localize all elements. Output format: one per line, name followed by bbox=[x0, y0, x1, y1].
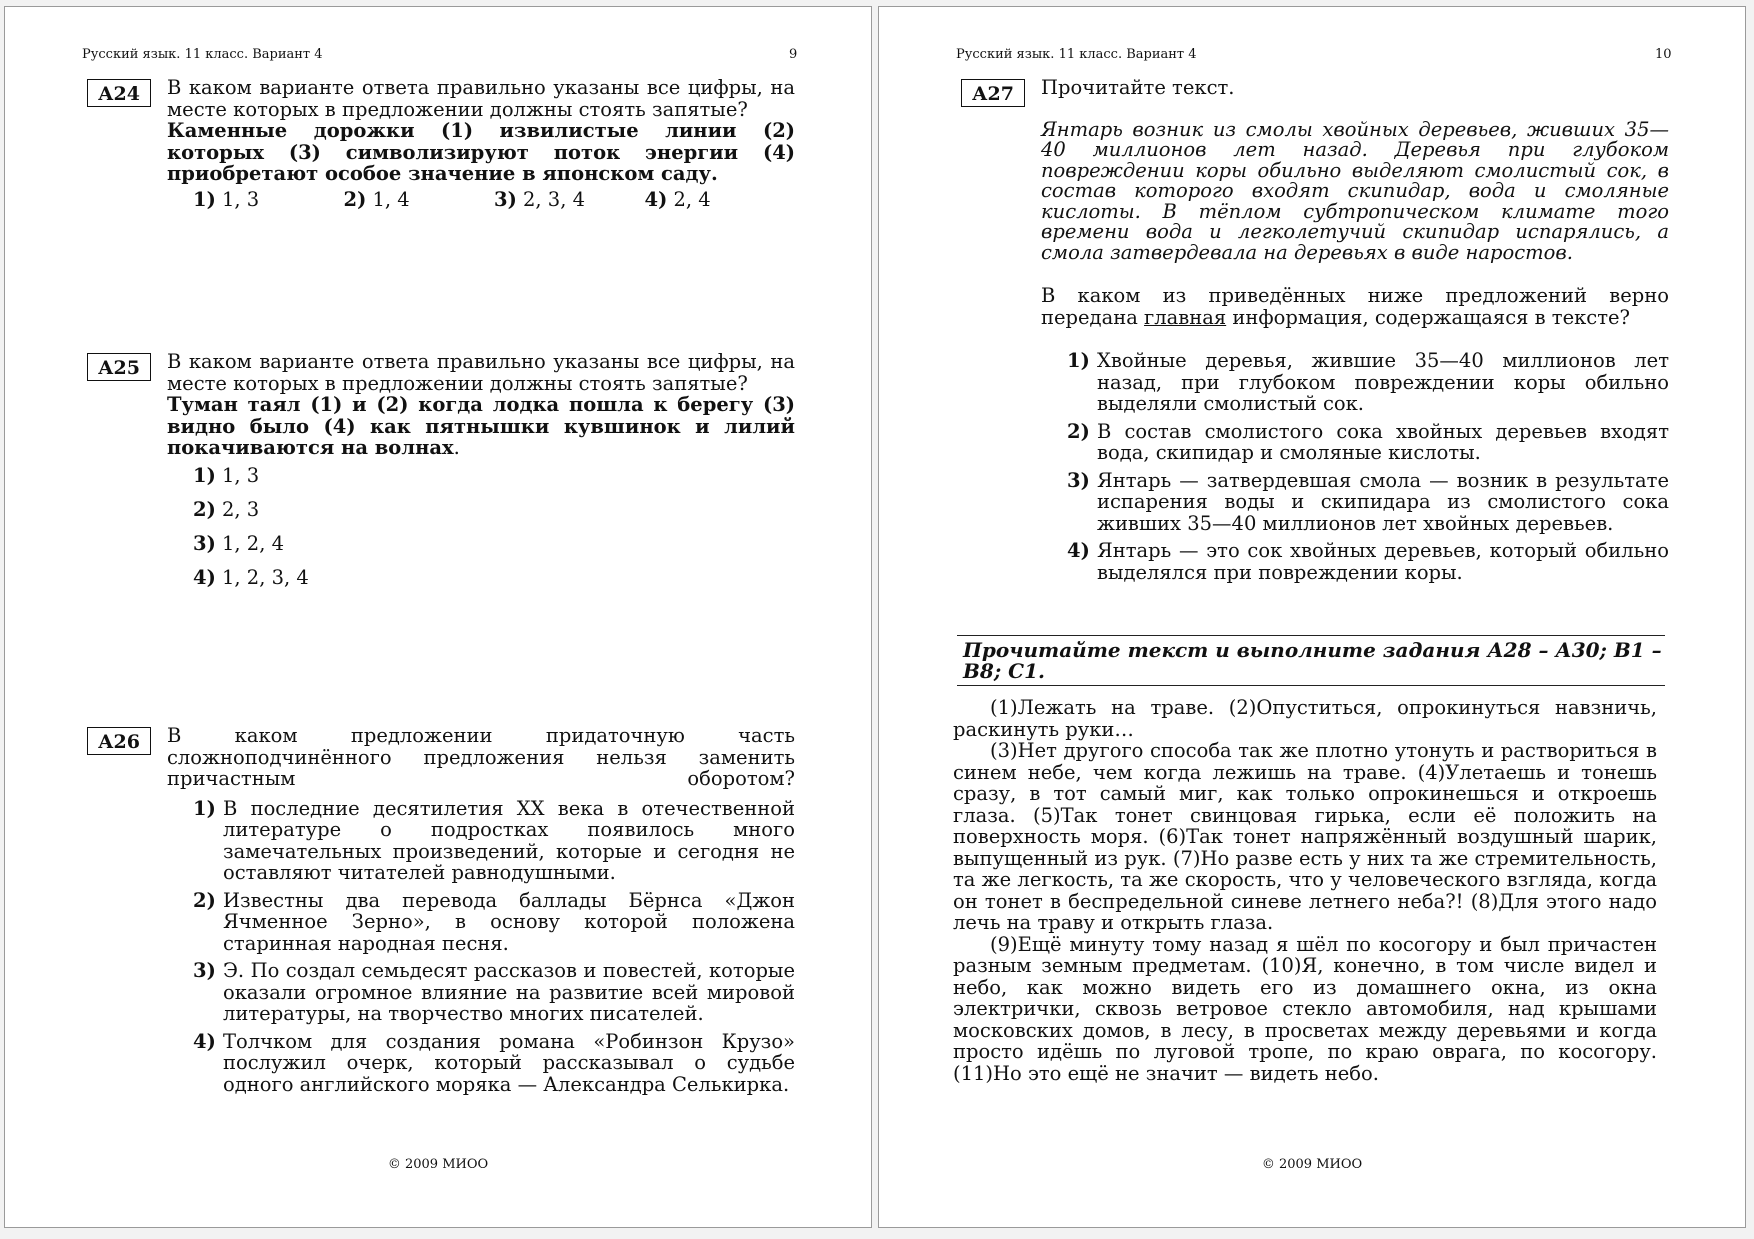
task-label: А25 bbox=[87, 353, 151, 381]
page-header: Русский язык. 11 класс. Вариант 4 bbox=[956, 47, 1197, 62]
answer-option[interactable]: 1) В последние десятилетия XX века в отечественной литературе о подростках появилось много замечательных произведений, которые и сегодня не оставляют читателей равнодушными. bbox=[193, 796, 795, 884]
options-list bbox=[167, 798, 795, 1096]
task-label: А24 bbox=[87, 79, 151, 107]
underlined-word: главная bbox=[1144, 305, 1227, 329]
section-title: Прочитайте текст и выполните задания А28 – А30; В1 – В8; С1. bbox=[963, 638, 1662, 683]
question-text: В каком из приведённых ниже предложений верно передана главная информация, содержащаяся в тексте? bbox=[1041, 284, 1669, 329]
question-text: В каком варианте ответа правильно указаны все цифры, на месте которых в предложении должны стоять запятые? bbox=[167, 350, 795, 395]
task-sentence: Туман таял (1) и (2) когда лодка пошла к берегу (3) видно было (4) как пятнышки кувшинок и лилий покачиваются на волнах. bbox=[167, 393, 795, 459]
text-paragraph: (9)Ещё минуту тому назад я шёл по косогору и был причастен разным земным предметам. (10)Я, конечно, в том числе видел и небо, как можно видеть его из домашнего окна, из окна электрички, сквозь ветровое стекло автомобиля, над крышами московских домов, в лесу, в просветах между деревьями и когда просто идёшь по луговой тропе, по краю оврага, по косогору. (11)Но это ещё не значит — видеть небо. bbox=[953, 932, 1657, 1085]
question-text: В каком варианте ответа правильно указаны все цифры, на месте которых в предложении должны стоять запятые? bbox=[167, 76, 795, 121]
page-number: 9 bbox=[789, 47, 798, 62]
text-paragraph: (1)Лежать на траве. (2)Опуститься, опрокинуться навзничь, раскинуть руки… bbox=[953, 696, 1657, 741]
page-number: 10 bbox=[1655, 47, 1672, 62]
answer-option[interactable]: 3) Янтарь — затвердевшая смола — возник в результате испарения воды и скипидара из смолистого сока живших 35—40 миллионов лет хвойных деревьев. bbox=[1067, 468, 1669, 535]
page-header: Русский язык. 11 класс. Вариант 4 bbox=[82, 47, 323, 62]
task-sentence: Каменные дорожки (1) извилистые линии (2) которых (3) символизируют поток энергии (4) приобретают особое значение в японском саду. bbox=[167, 119, 795, 185]
section-rule-bottom bbox=[957, 685, 1665, 686]
text-paragraph: (3)Нет другого способа так же плотно утонуть и раствориться в синем небе, чем когда лежишь на траве. (4)Улетаешь и тонешь сразу, в тот самый миг, как только опрокинешься и откроешь глаза. (5)Так тонет свинцовая гирька, если её положить на поверхность моря. (6)Так тонет напряжённый воздушный шарик, выпущенный из рук. (7)Но разве есть у них та же стремительность, та же легкость, та же скорость, что у человеческого взгляда, когда он тонет в беспредельной синеве летнего неба?! (8)Для этого надо лечь на траву и открыть глаза. bbox=[953, 739, 1657, 934]
passage-text: Янтарь возник из смолы хвойных деревьев, живших 35—40 миллионов лет назад. Деревья при глубоком повреждении коры обильно выделяют смолистый сок, в состав которого входят скипидар, вода и смоляные кислоты. В тёплом субтропическом климате того времени вода и легколетучий скипидар испарялись, а смола затвердевала на деревьях в виде наростов. bbox=[1041, 117, 1669, 264]
task-label: А27 bbox=[961, 79, 1025, 107]
reading-text bbox=[953, 697, 1657, 1084]
answer-option[interactable]: 3) 2, 3, 4 bbox=[494, 187, 586, 211]
left-page bbox=[4, 6, 872, 1228]
answer-option[interactable]: 4) Янтарь — это сок хвойных деревьев, который обильно выделялся при повреждении коры. bbox=[1067, 539, 1669, 584]
answer-option[interactable]: 2) Известны два перевода баллады Бёрнса «Джон Ячменное Зерно», в основу которой положена старинная народная песня. bbox=[193, 888, 795, 955]
answer-option[interactable]: 2) 2, 3 bbox=[193, 497, 260, 521]
page-footer: © 2009 МИОО bbox=[387, 1157, 489, 1172]
answer-option[interactable]: 2) 1, 4 bbox=[343, 187, 410, 211]
answer-option[interactable]: 4) 2, 4 bbox=[644, 187, 711, 211]
answer-option[interactable]: 1) Хвойные деревья, жившие 35—40 миллионов лет назад, при глубоком повреждении коры обильно выделяли смолистый сок. bbox=[1067, 349, 1669, 415]
question-text: В каком предложении придаточную часть сложноподчинённого предложения нельзя заменить причастным оборотом? bbox=[167, 724, 795, 790]
task-label: А26 bbox=[87, 727, 151, 755]
section-rule-top bbox=[957, 635, 1665, 636]
options-list bbox=[167, 463, 795, 599]
answer-option[interactable]: 3) Э. По создал семьдесят рассказов и повестей, которые оказали огромное влияние на развитие всей мировой литературы, на творчество многих писателей. bbox=[193, 959, 795, 1025]
page-footer: © 2009 МИОО bbox=[1261, 1157, 1363, 1172]
answer-option[interactable]: 4) 1, 2, 3, 4 bbox=[193, 565, 309, 589]
answer-option[interactable]: 1) 1, 3 bbox=[193, 463, 260, 487]
instruction-text: Прочитайте текст. bbox=[1041, 76, 1235, 99]
answer-option[interactable]: 4) Толчком для создания романа «Робинзон Крузо» послужил очерк, который рассказывал о судьбе одного английского моряка — Александра Селькирка. bbox=[193, 1029, 795, 1096]
options-list bbox=[1041, 350, 1669, 583]
answer-option[interactable]: 1) 1, 3 bbox=[193, 187, 260, 211]
answer-option[interactable]: 3) 1, 2, 4 bbox=[193, 531, 285, 555]
answer-option[interactable]: 2) В состав смолистого сока хвойных деревьев входят вода, скипидар и смоляные кислоты. bbox=[1067, 419, 1669, 464]
options-row bbox=[167, 189, 795, 211]
right-page bbox=[878, 6, 1746, 1228]
